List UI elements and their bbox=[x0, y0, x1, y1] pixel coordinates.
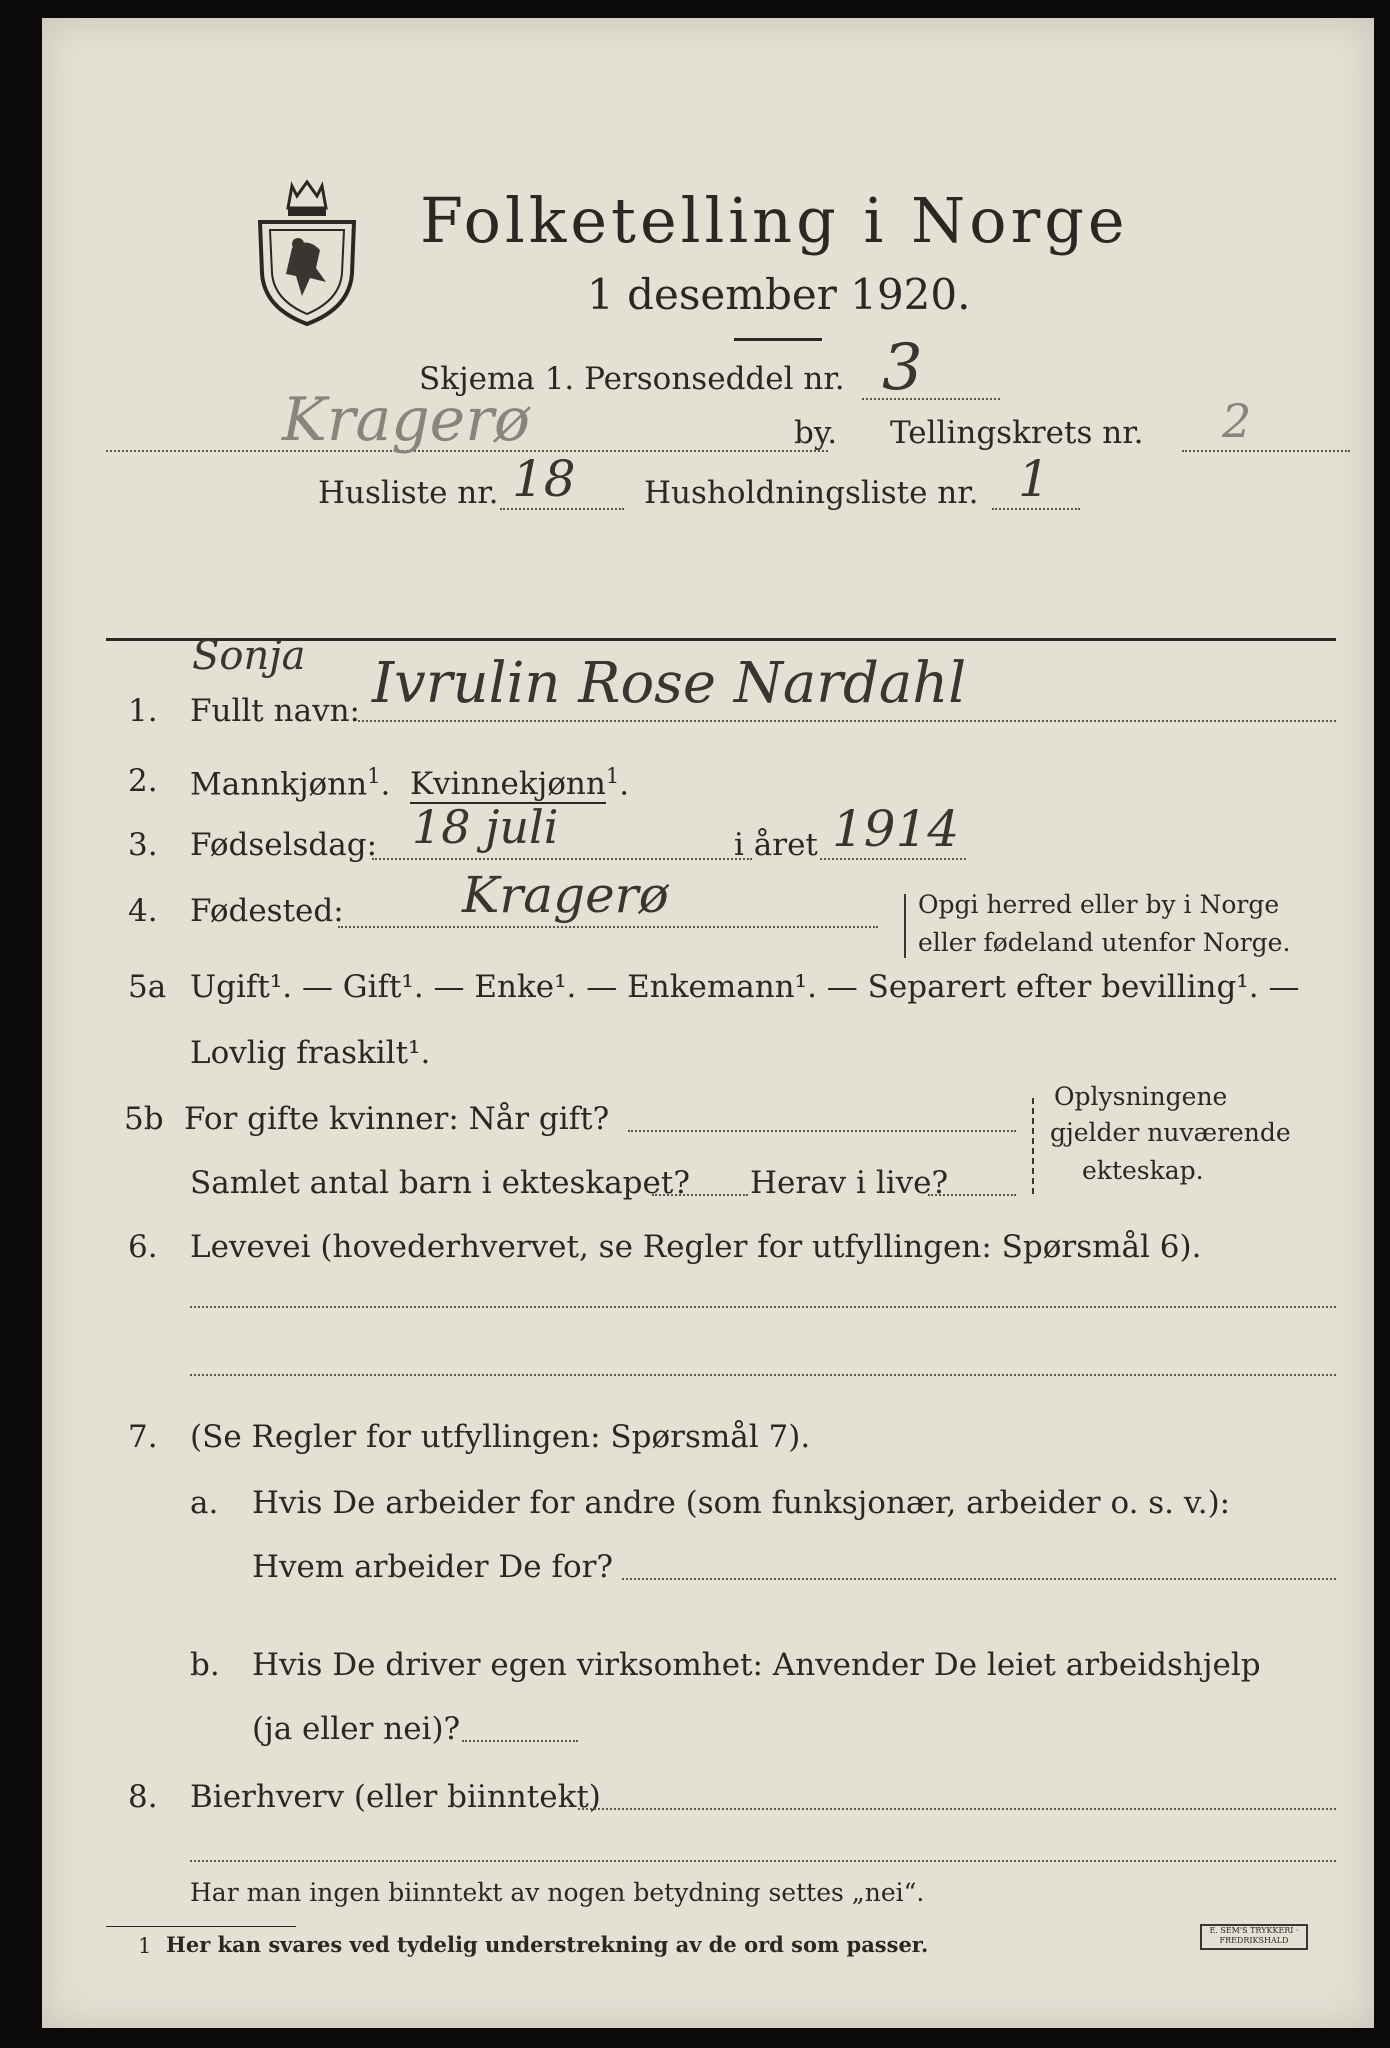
q8-line-2 bbox=[190, 1860, 1336, 1862]
skjema-label: Skjema 1. Personseddel nr. bbox=[419, 361, 845, 397]
coat-of-arms-icon bbox=[252, 178, 362, 328]
q5b-married-line bbox=[628, 1130, 1016, 1132]
husholdningsliste-label: Husholdningsliste nr. bbox=[644, 475, 979, 511]
tellingskrets-label: Tellingskrets nr. bbox=[890, 415, 1144, 451]
q7a-letter: a. bbox=[190, 1485, 219, 1521]
q5b-children-label: Samlet antal barn i ekteskapet? bbox=[190, 1165, 690, 1201]
by-value: Kragerø bbox=[282, 385, 530, 455]
form-title: Folketelling i Norge bbox=[420, 184, 1129, 257]
printer-stamp: E. SEM'S TRYKKERI · FREDRIKSHALD bbox=[1200, 1924, 1308, 1950]
q7-label: (Se Regler for utfyllingen: Spørsmål 7). bbox=[190, 1419, 811, 1455]
q3-year-label: i året bbox=[734, 827, 818, 863]
by-label: by. bbox=[794, 415, 838, 451]
q2-option-female[interactable]: Kvinnekjønn$^1$. bbox=[410, 764, 630, 803]
tellingskrets-value: 2 bbox=[1222, 394, 1252, 448]
q7b-letter: b. bbox=[190, 1647, 220, 1683]
form-date: 1 desember 1920. bbox=[587, 270, 971, 319]
q5b-married-label: For gifte kvinner: Når gift? bbox=[184, 1101, 610, 1137]
q6-number: 6. bbox=[128, 1229, 158, 1265]
footnote-rule bbox=[106, 1926, 296, 1927]
q4-line bbox=[338, 926, 878, 928]
q6-label: Levevei (hovederhvervet, se Regler for utfyllingen: Spørsmål 6). bbox=[190, 1229, 1202, 1265]
q5a-options[interactable]: Ugift¹. — Gift¹. — Enke¹. — Enkemann¹. — Separert efter bevilling¹. — bbox=[190, 969, 1300, 1005]
husholdningsliste-value: 1 bbox=[1018, 450, 1050, 508]
q7a-line2: Hvem arbeider De for? bbox=[252, 1549, 614, 1585]
q1-value: Ivrulin Rose Nardahl bbox=[372, 651, 967, 716]
q1-note: Sonja bbox=[192, 633, 306, 679]
footnote-number: 1 bbox=[138, 1934, 152, 1958]
husliste-label: Husliste nr. bbox=[318, 475, 499, 511]
q7b-line2: (ja eller nei)? bbox=[252, 1711, 461, 1747]
q5b-alive-label: Herav i live? bbox=[750, 1165, 949, 1201]
q3-value: 18 juli bbox=[412, 800, 559, 854]
q2-sup-female: 1 bbox=[605, 764, 620, 788]
q8-line-1 bbox=[578, 1808, 1336, 1810]
q2-number: 2. bbox=[128, 763, 158, 799]
q5a-options-2[interactable]: Lovlig fraskilt¹. bbox=[190, 1035, 431, 1071]
personseddel-value: 3 bbox=[882, 331, 923, 405]
q4-note-brace bbox=[904, 894, 906, 958]
q7-number: 7. bbox=[128, 1419, 158, 1455]
personseddel-line bbox=[862, 398, 1000, 400]
husliste-value: 18 bbox=[512, 450, 576, 508]
title-rule bbox=[734, 338, 822, 341]
q6-line-2 bbox=[190, 1374, 1336, 1376]
q5b-alive-line bbox=[928, 1194, 1016, 1196]
q3-line bbox=[372, 858, 752, 860]
footer-note: Har man ingen biinntekt av nogen betydning settes „nei“. bbox=[190, 1878, 925, 1907]
q5b-number: 5b bbox=[124, 1101, 164, 1137]
q5b-children-line bbox=[652, 1194, 748, 1196]
q4-number: 4. bbox=[128, 893, 158, 929]
q6-line-1 bbox=[190, 1306, 1336, 1308]
q5b-note-brace bbox=[1032, 1098, 1034, 1194]
q4-note-line2: eller fødeland utenfor Norge. bbox=[918, 928, 1291, 957]
q2-label-male: Mannkjønn bbox=[190, 766, 368, 803]
husholdningsliste-line bbox=[992, 508, 1080, 510]
q3-year-value: 1914 bbox=[832, 800, 960, 858]
q1-label: Fullt navn: bbox=[190, 693, 360, 729]
q1-line bbox=[358, 720, 1336, 722]
q7b-answer-line bbox=[462, 1740, 578, 1742]
q5b-note-line2: gjelder nuværende bbox=[1050, 1118, 1291, 1147]
q3-year-line bbox=[820, 858, 966, 860]
q5a-number: 5a bbox=[128, 969, 167, 1005]
q8-label: Bierhverv (eller biinntekt) bbox=[190, 1779, 601, 1815]
q3-number: 3. bbox=[128, 827, 158, 863]
q2-sup-male: 1 bbox=[367, 764, 381, 788]
q4-label: Fødested: bbox=[190, 893, 344, 929]
tellingskrets-line bbox=[1182, 450, 1350, 452]
q8-number: 8. bbox=[128, 1779, 158, 1815]
footnote-text: Her kan svares ved tydelig understrekning av de ord som passer. bbox=[166, 1932, 929, 1957]
q3-label: Fødselsdag: bbox=[190, 827, 378, 863]
q5b-note-line3: ekteskap. bbox=[1082, 1156, 1204, 1185]
q4-note-line1: Opgi herred eller by i Norge bbox=[918, 890, 1280, 919]
q1-number: 1. bbox=[128, 693, 158, 729]
q7a-line1: Hvis De arbeider for andre (som funksjonær, arbeider o. s. v.): bbox=[252, 1485, 1231, 1521]
q7b-line1: Hvis De driver egen virksomhet: Anvender De leiet arbeidshjelp bbox=[252, 1647, 1261, 1683]
census-form bbox=[42, 18, 1374, 2028]
q5b-note-line1: Oplysningene bbox=[1054, 1082, 1228, 1111]
husliste-line bbox=[500, 508, 624, 510]
q2-label-female: Kvinnekjønn bbox=[410, 766, 606, 803]
q7a-answer-line bbox=[622, 1578, 1336, 1580]
q2-option-male[interactable]: Mannkjønn$^1$. bbox=[190, 764, 391, 803]
q4-value: Kragerø bbox=[462, 866, 669, 924]
